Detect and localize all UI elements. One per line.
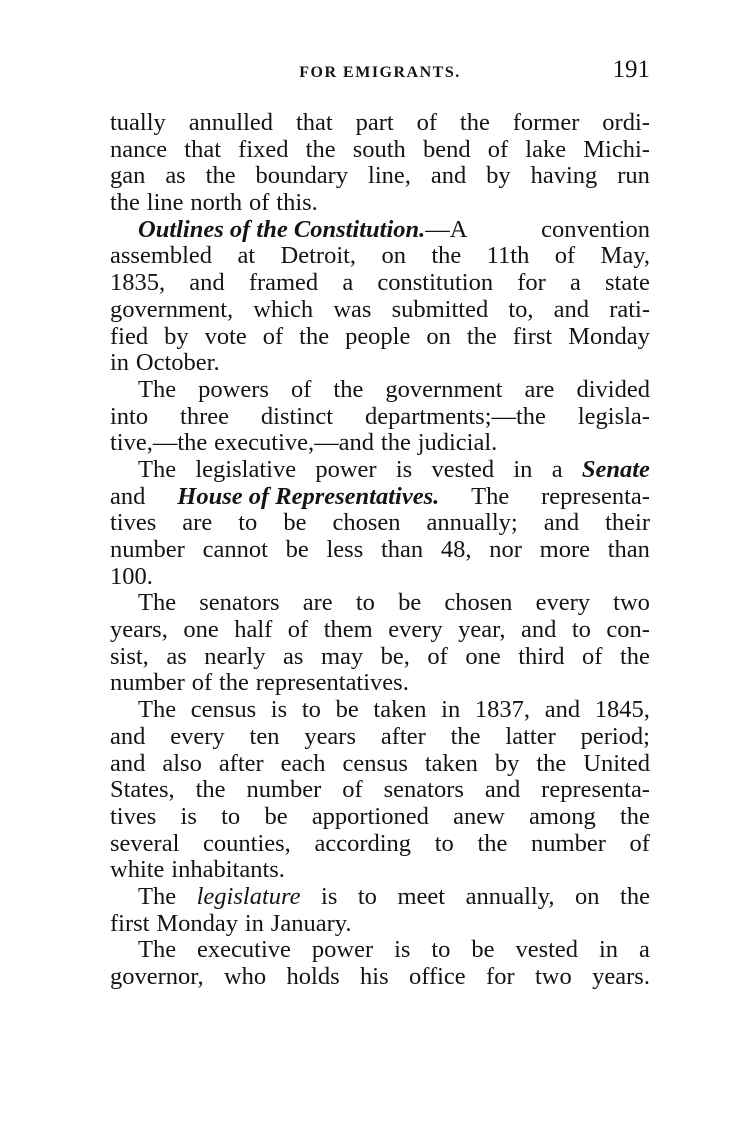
text-line: government, which was submitted to, and rati- [110,295,650,323]
text-line: gan as the boundary line, and by having run [110,162,650,190]
running-head [110,56,650,90]
text-line: and also after each census taken by the United [110,749,650,777]
text-line: years, one half of them every year, and to con- [110,616,650,644]
text-line: tives are to be chosen annually; and their [110,509,650,537]
emphasis-senate: Senate [581,455,650,483]
text-line: into three distinct departments;—the legisla- [110,402,650,430]
text-line: number of the representatives. [110,669,409,697]
text-line: sist, as nearly as may be, of one third of the [110,642,650,670]
text-line: The census is to be taken in 1837, and 1845, [138,696,650,724]
text-line: and House of Representatives. The representa- [110,482,650,510]
text-line: The executive power is to be vested in a [138,936,650,964]
body-text [110,110,650,991]
text-line: in October. [110,349,220,377]
text-line: several counties, according to the number of [110,829,650,857]
text-line: The legislative power is vested in a Senate [138,455,650,483]
text-line: number cannot be less than 48, nor more than [110,536,650,563]
text-line: The senators are to be chosen every two [138,589,650,617]
text-line: The powers of the government are divided [138,375,650,403]
text-line: 1835, and framed a constitution for a state [110,269,650,297]
text-line: States, the number of senators and representa- [110,776,650,804]
text-line: nance that fixed the south bend of lake Michi- [110,135,650,163]
emphasis-house: House of Representatives. [177,482,440,510]
text-line: 100. [110,562,153,590]
text-line: governor, who holds his office for two years. [110,963,650,990]
text-line: Outlines of the Constitution.—A convention [138,215,650,243]
text-line: The legislature is to meet annually, on the [138,882,650,910]
section-heading: Outlines of the Constitution.—A [138,215,468,243]
page-number: 191 [612,56,650,83]
text-line: fied by vote of the people on the first Monday [110,322,650,350]
text-line: and every ten years after the latter period; [110,722,650,750]
text-line: white inhabitants. [110,856,285,884]
text-line: tually annulled that part of the former ordi- [110,109,650,136]
text-line: tives is to be apportioned anew among the [110,802,650,830]
running-title: FOR EMIGRANTS. [299,64,461,81]
emphasis-legislature: legislature [196,882,301,910]
text-line: first Monday in January. [110,909,352,937]
text-line: the line north of this. [110,189,318,217]
text-line: assembled at Detroit, on the 11th of May, [110,242,650,270]
text-line: tive,—the executive,—and the judicial. [110,429,498,457]
